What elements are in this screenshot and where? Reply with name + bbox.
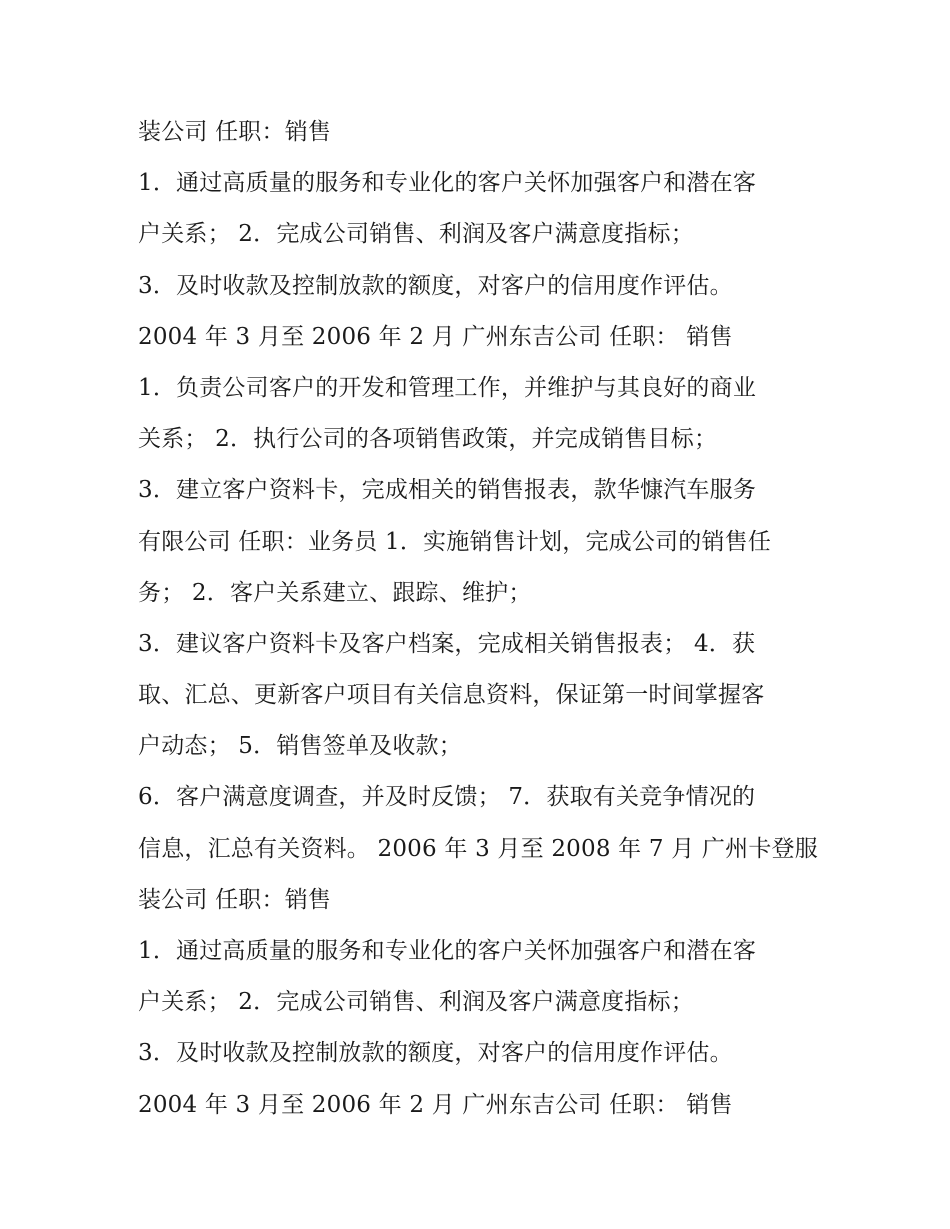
text-line: 3．建议客户资料卡及客户档案，完成相关销售报表； 4．获 xyxy=(138,630,756,657)
text-line: 1．负责公司客户的开发和管理工作，并维护与其良好的商业 xyxy=(138,374,757,401)
text-line: 6．客户满意度调查，并及时反馈； 7．获取有关竞争情况的 xyxy=(138,784,756,811)
text-line: 关系； 2．执行公司的各项销售政策，并完成销售目标； xyxy=(138,426,718,453)
text-line: 信息，汇总有关资料。 2006 年 3 月至 2008 年 7 月 广州卡登服 xyxy=(138,835,818,862)
text-line: 1．通过高质量的服务和专业化的客户关怀加强客户和潜在客 xyxy=(138,170,757,197)
text-line: 3．及时收款及控制放款的额度，对客户的信用度作评估。 xyxy=(138,272,733,299)
text-line: 有限公司 任职：业务员 1．实施销售计划，完成公司的销售任 xyxy=(138,528,772,555)
text-line: 1．通过高质量的服务和专业化的客户关怀加强客户和潜在客 xyxy=(138,938,757,964)
text-line: 2004 年 3 月至 2006 年 2 月 广州东吉公司 任职： 销售 xyxy=(138,323,733,350)
text-line: 户关系； 2．完成公司销售、利润及客户满意度指标； xyxy=(138,989,694,1016)
text-line: 务； 2．客户关系建立、跟踪、维护； xyxy=(138,579,532,606)
text-line: 装公司 任职：销售 xyxy=(138,119,332,145)
text-line: 装公司 任职：销售 xyxy=(138,886,332,913)
document-body xyxy=(138,107,838,1131)
text-line: 取、汇总、更新客户项目有关信息资料，保证第一时间掌握客 xyxy=(138,682,765,709)
text-line: 3．建立客户资料卡，完成相关的销售报表，款华慷汽车服务 xyxy=(138,477,757,504)
text-line: 户动态； 5．销售签单及收款； xyxy=(138,733,462,760)
text-line: 户关系； 2．完成公司销售、利润及客户满意度指标； xyxy=(138,221,694,248)
text-line: 3．及时收款及控制放款的额度，对客户的信用度作评估。 xyxy=(138,1040,733,1067)
text-line: 2004 年 3 月至 2006 年 2 月 广州东吉公司 任职： 销售 xyxy=(138,1091,733,1118)
